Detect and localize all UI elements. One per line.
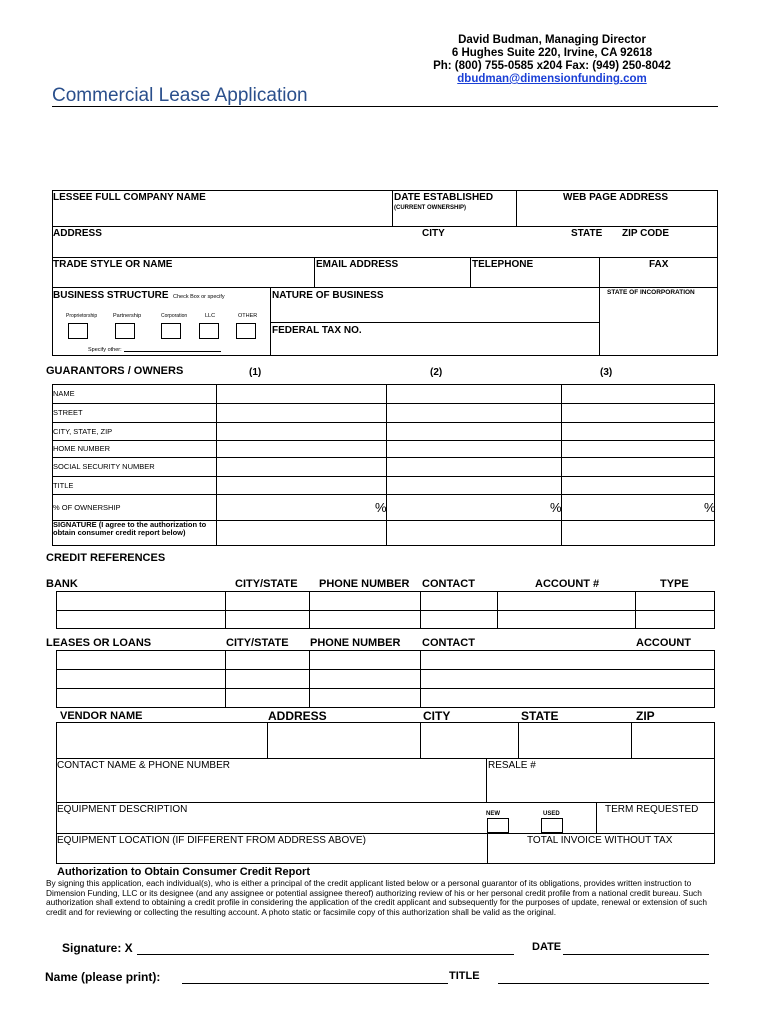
used-checkbox[interactable] (541, 818, 563, 833)
date-label: DATE (532, 941, 562, 953)
contact-address: 6 Hughes Suite 220, Irvine, CA 92618 (451, 47, 653, 59)
other-checkbox[interactable] (236, 323, 256, 339)
vendor-zip-header: ZIP (636, 709, 655, 723)
guarantor-col-1: (1) (249, 367, 262, 378)
guarantor-col-3: (3) (600, 367, 613, 378)
web-page-label: WEB PAGE ADDRESS (563, 192, 669, 203)
vendor-state-header: STATE (521, 709, 559, 723)
federal-tax-label: FEDERAL TAX NO. (272, 325, 362, 336)
structure-llc-label: LLC (205, 313, 216, 319)
equipment-description-label: EQUIPMENT DESCRIPTION (57, 804, 188, 815)
company-name-label: LESSEE FULL COMPANY NAME (53, 192, 206, 203)
structure-corporation-label: Corporation (161, 313, 188, 319)
row-label-city-state-zip: CITY, STATE, ZIP (53, 427, 113, 436)
name-line[interactable] (182, 983, 448, 984)
bank-city-state-header: CITY/STATE (235, 578, 298, 590)
equipment-location-label: EQUIPMENT LOCATION (IF DIFFERENT FROM ADDRESS ABOVE) (57, 835, 366, 846)
row-label-title: TITLE (53, 481, 74, 490)
row-label-signature: SIGNATURE (I agree to the authorization to obtain consumer credit report below) (53, 520, 207, 537)
telephone-label: TELEPHONE (472, 259, 534, 270)
term-requested-label: TERM REQUESTED (605, 804, 699, 815)
pct-3: % (704, 500, 716, 515)
total-invoice-label: TOTAL INVOICE WITHOUT TAX (527, 835, 673, 846)
lessee-section (52, 190, 718, 356)
state-incorporation-label: STATE OF INCORPORATION (607, 289, 695, 296)
row-label-home-number: HOME NUMBER (53, 444, 111, 453)
specify-other-label: Specify other: (88, 347, 122, 353)
vendor-address-header: ADDRESS (268, 709, 327, 723)
page-title: Commercial Lease Application (52, 85, 308, 106)
check-box-hint: Check Box or specify (173, 294, 225, 300)
vendor-name-header: VENDOR NAME (60, 710, 143, 722)
leases-phone-header: PHONE NUMBER (310, 637, 401, 649)
bank-account-header: ACCOUNT # (535, 578, 600, 590)
leases-city-state-header: CITY/STATE (226, 637, 289, 649)
row-label-name: NAME (53, 389, 75, 398)
date-established-label: DATE ESTABLISHED (394, 192, 494, 203)
zip-label: ZIP CODE (622, 228, 670, 239)
guarantors-title: GUARANTORS / OWNERS (46, 365, 184, 377)
bank-type-header: TYPE (660, 578, 689, 590)
specify-other-line[interactable] (124, 351, 221, 352)
proprietorship-checkbox[interactable] (68, 323, 88, 339)
row-label-street: STREET (53, 408, 83, 417)
bank-contact-header: CONTACT (422, 578, 475, 590)
structure-partnership-label: Partnership (113, 313, 142, 319)
bank-header: BANK (46, 578, 78, 590)
row-label-ssn: SOCIAL SECURITY NUMBER (53, 462, 155, 471)
title-rule (52, 106, 718, 107)
resale-label: RESALE # (488, 760, 536, 771)
guarantor-col-2: (2) (430, 367, 443, 378)
credit-references-title: CREDIT REFERENCES (46, 552, 166, 564)
vendor-city-header: CITY (423, 709, 451, 723)
title-label: TITLE (449, 970, 480, 982)
leases-header: LEASES OR LOANS (46, 637, 152, 649)
date-line[interactable] (563, 954, 709, 955)
leases-contact-header: CONTACT (422, 637, 475, 649)
structure-proprietorship-label: Proprietorship (66, 313, 98, 319)
corporation-checkbox[interactable] (161, 323, 181, 339)
signature-label: Signature: X (62, 941, 133, 955)
leases-account-header: ACCOUNT (636, 637, 691, 649)
contact-phone: Ph: (800) 755-0585 x204 Fax: (949) 250-8042 (433, 60, 671, 72)
authorization-text: By signing this application, each individual(s), who is either a principal of the credit applicant listed below or a personal guarantor of its obligations, provides written instruction to Dimension Funding, LLC or its designee (and any assignee or potential assignee thereof) authorizing review of his or her personal credit profile from a national credit bureau. Such authorization shall extend to obtaining a credit profile in considering the application of the credit applicant and subsequently for the purposes of update, renewal or extension of such credit and for reviewing or collecting the resulting account. A photo static or facsimile copy of this authorization shall be valid as the original. (46, 878, 707, 917)
vendor-contact-label: CONTACT NAME & PHONE NUMBER (57, 760, 230, 771)
used-label: USED (543, 811, 560, 817)
pct-1: % (375, 500, 387, 515)
contact-header (412, 34, 692, 86)
contact-name: David Budman, Managing Director (458, 34, 646, 46)
fax-label: FAX (649, 259, 669, 270)
city-label: CITY (422, 228, 445, 239)
llc-checkbox[interactable] (199, 323, 219, 339)
authorization-title: Authorization to Obtain Consumer Credit Report (57, 866, 310, 878)
nature-of-business-label: NATURE OF BUSINESS (272, 290, 384, 301)
new-checkbox[interactable] (487, 818, 509, 833)
name-print-label: Name (please print): (45, 970, 161, 984)
structure-other-label: OTHER (238, 313, 258, 319)
business-structure-label: BUSINESS STRUCTURE (53, 290, 169, 301)
signature-line[interactable] (137, 954, 514, 955)
bank-phone-header: PHONE NUMBER (319, 578, 410, 590)
trade-style-label: TRADE STYLE OR NAME (53, 259, 173, 270)
current-ownership-label: (CURRENT OWNERSHIP) (394, 205, 466, 211)
email-label: EMAIL ADDRESS (316, 259, 399, 270)
row-label-ownership: % OF OWNERSHIP (53, 503, 121, 512)
leases-table (56, 650, 715, 708)
state-label: STATE (571, 228, 603, 239)
new-label: NEW (486, 811, 500, 817)
contact-email-link[interactable]: dbudman@dimensionfunding.com (457, 73, 647, 85)
partnership-checkbox[interactable] (115, 323, 135, 339)
address-label: ADDRESS (53, 228, 102, 239)
title-line[interactable] (498, 983, 709, 984)
pct-2: % (550, 500, 562, 515)
